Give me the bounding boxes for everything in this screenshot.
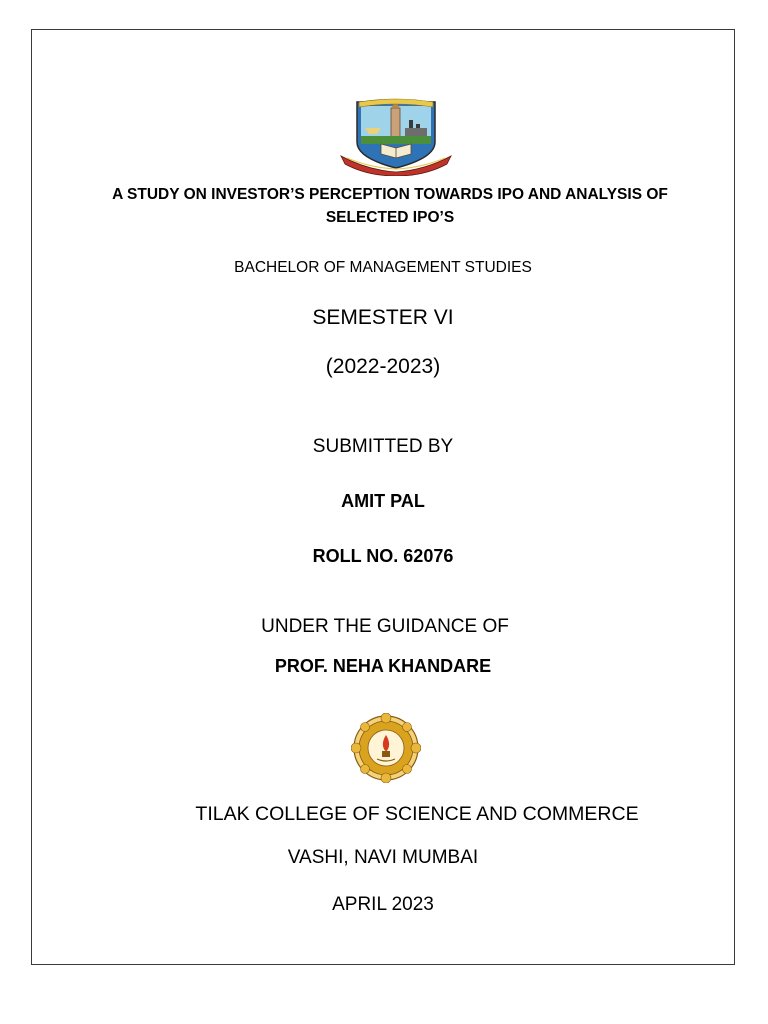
degree-name: BACHELOR OF MANAGEMENT STUDIES — [234, 259, 532, 276]
guide-name: PROF. NEHA KHANDARE — [274, 656, 492, 676]
college-name: TILAK COLLEGE OF SCIENCE AND COMMERCE — [195, 803, 639, 825]
student-name: AMIT PAL — [341, 491, 425, 511]
submitted-by-label: SUBMITTED BY — [312, 436, 454, 457]
roll-number: ROLL NO. 62076 — [312, 546, 454, 566]
guidance-label: UNDER THE GUIDANCE OF — [261, 616, 509, 637]
report-title: A STUDY ON INVESTOR’S PERCEPTION TOWARDS IPO AND ANALYSIS OF SELECTED IPO’S — [112, 186, 668, 226]
college-location: VASHI, NAVI MUMBAI — [287, 847, 479, 868]
academic-year: (2022-2023) — [325, 355, 441, 378]
submission-date: APRIL 2023 — [332, 894, 434, 915]
college-emblem-icon — [351, 713, 421, 783]
semester-label: SEMESTER VI — [312, 306, 454, 329]
university-crest-icon — [337, 98, 455, 176]
